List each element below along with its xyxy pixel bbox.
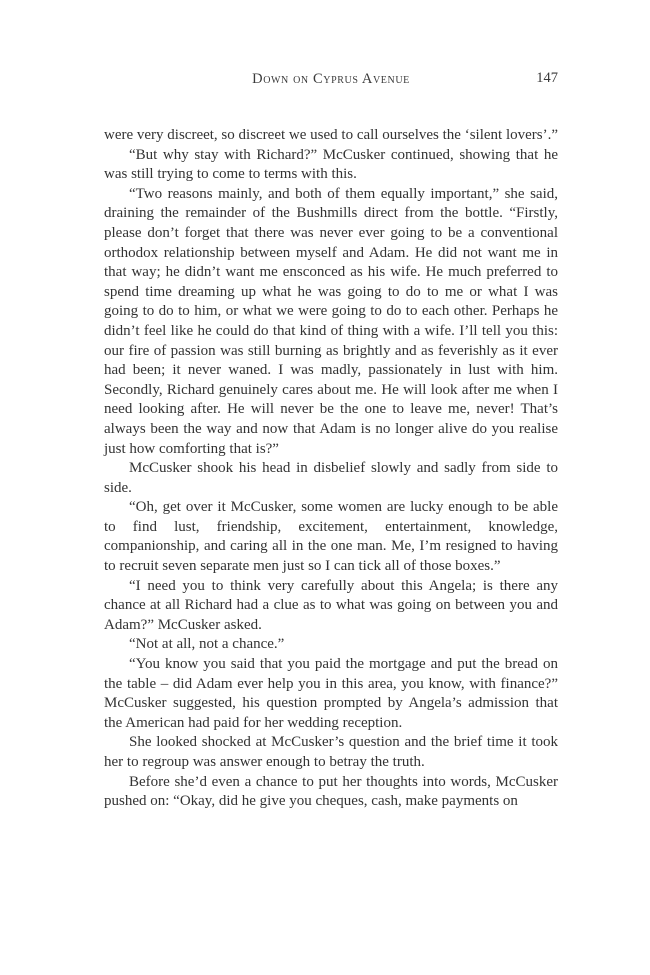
paragraph: “You know you said that you paid the mortgage and put the bread on the table – did Adam ever help you in this area, you know, with finance?” McCusker suggested, his question prompted by Angela’s admission that the American had paid for her wedding reception. (104, 656, 558, 731)
page-number: 147 (536, 70, 558, 86)
paragraph: were very discreet, so discreet we used to call ourselves the ‘silent lovers’.” (104, 127, 558, 143)
paragraph: Before she’d even a chance to put her thoughts into words, McCusker pushed on: “Okay, did he give you cheques, cash, make payments on (104, 773, 558, 810)
running-head (104, 70, 558, 88)
paragraph: “But why stay with Richard?” McCusker continued, showing that he was still trying to come to terms with this. (104, 146, 558, 183)
paragraph: She looked shocked at McCusker’s question and the brief time it took her to regroup was answer enough to betray the truth. (104, 734, 558, 770)
paragraph: “I need you to think very carefully about this Angela; is there any chance at all Richard had a clue as to what was going on between you and Adam?” McCusker asked. (104, 577, 558, 633)
paragraph: “Two reasons mainly, and both of them equally important,” she said, draining the remainder of the Bushmills direct from the bottle. “Firstly, please don’t forget that there was never ever going to be a conventional orthodox relationship between myself and Adam. He did not want me in that way; he didn’t want me ensconced as his wife. He much preferred to spend time dreaming up what he was going to do to me or what I was going to do to him, or what we were going to do to each other. Perhaps he didn’t feel like he could do that kind of thing with a wife. I’ll tell you this: our fire of passion was still burning as brightly and as feverishly as it ever had been; it never waned. I was madly, passionately in lust with him. Secondly, Richard genuinely cares about me. He will look after me when I need looking after. He will never be the one to leave me, never! That’s always been the way and now that Adam is no longer alive do you realise just how comforting that is?” (104, 185, 558, 457)
paragraph: McCusker shook his head in disbelief slowly and sadly from side to side. (104, 460, 558, 496)
paragraph: “Oh, get over it McCusker, some women are lucky enough to be able to find lust, friendship, excitement, entertainment, knowledge, companionship, and caring all in the one man. Me, I’m resigned to having to recruit seven separate men just so I can tick all of those boxes.” (104, 499, 558, 575)
running-head-title: Down on Cyprus Avenue (252, 71, 410, 87)
page-body (104, 126, 558, 812)
paragraph: “Not at all, not a chance.” (129, 636, 285, 653)
